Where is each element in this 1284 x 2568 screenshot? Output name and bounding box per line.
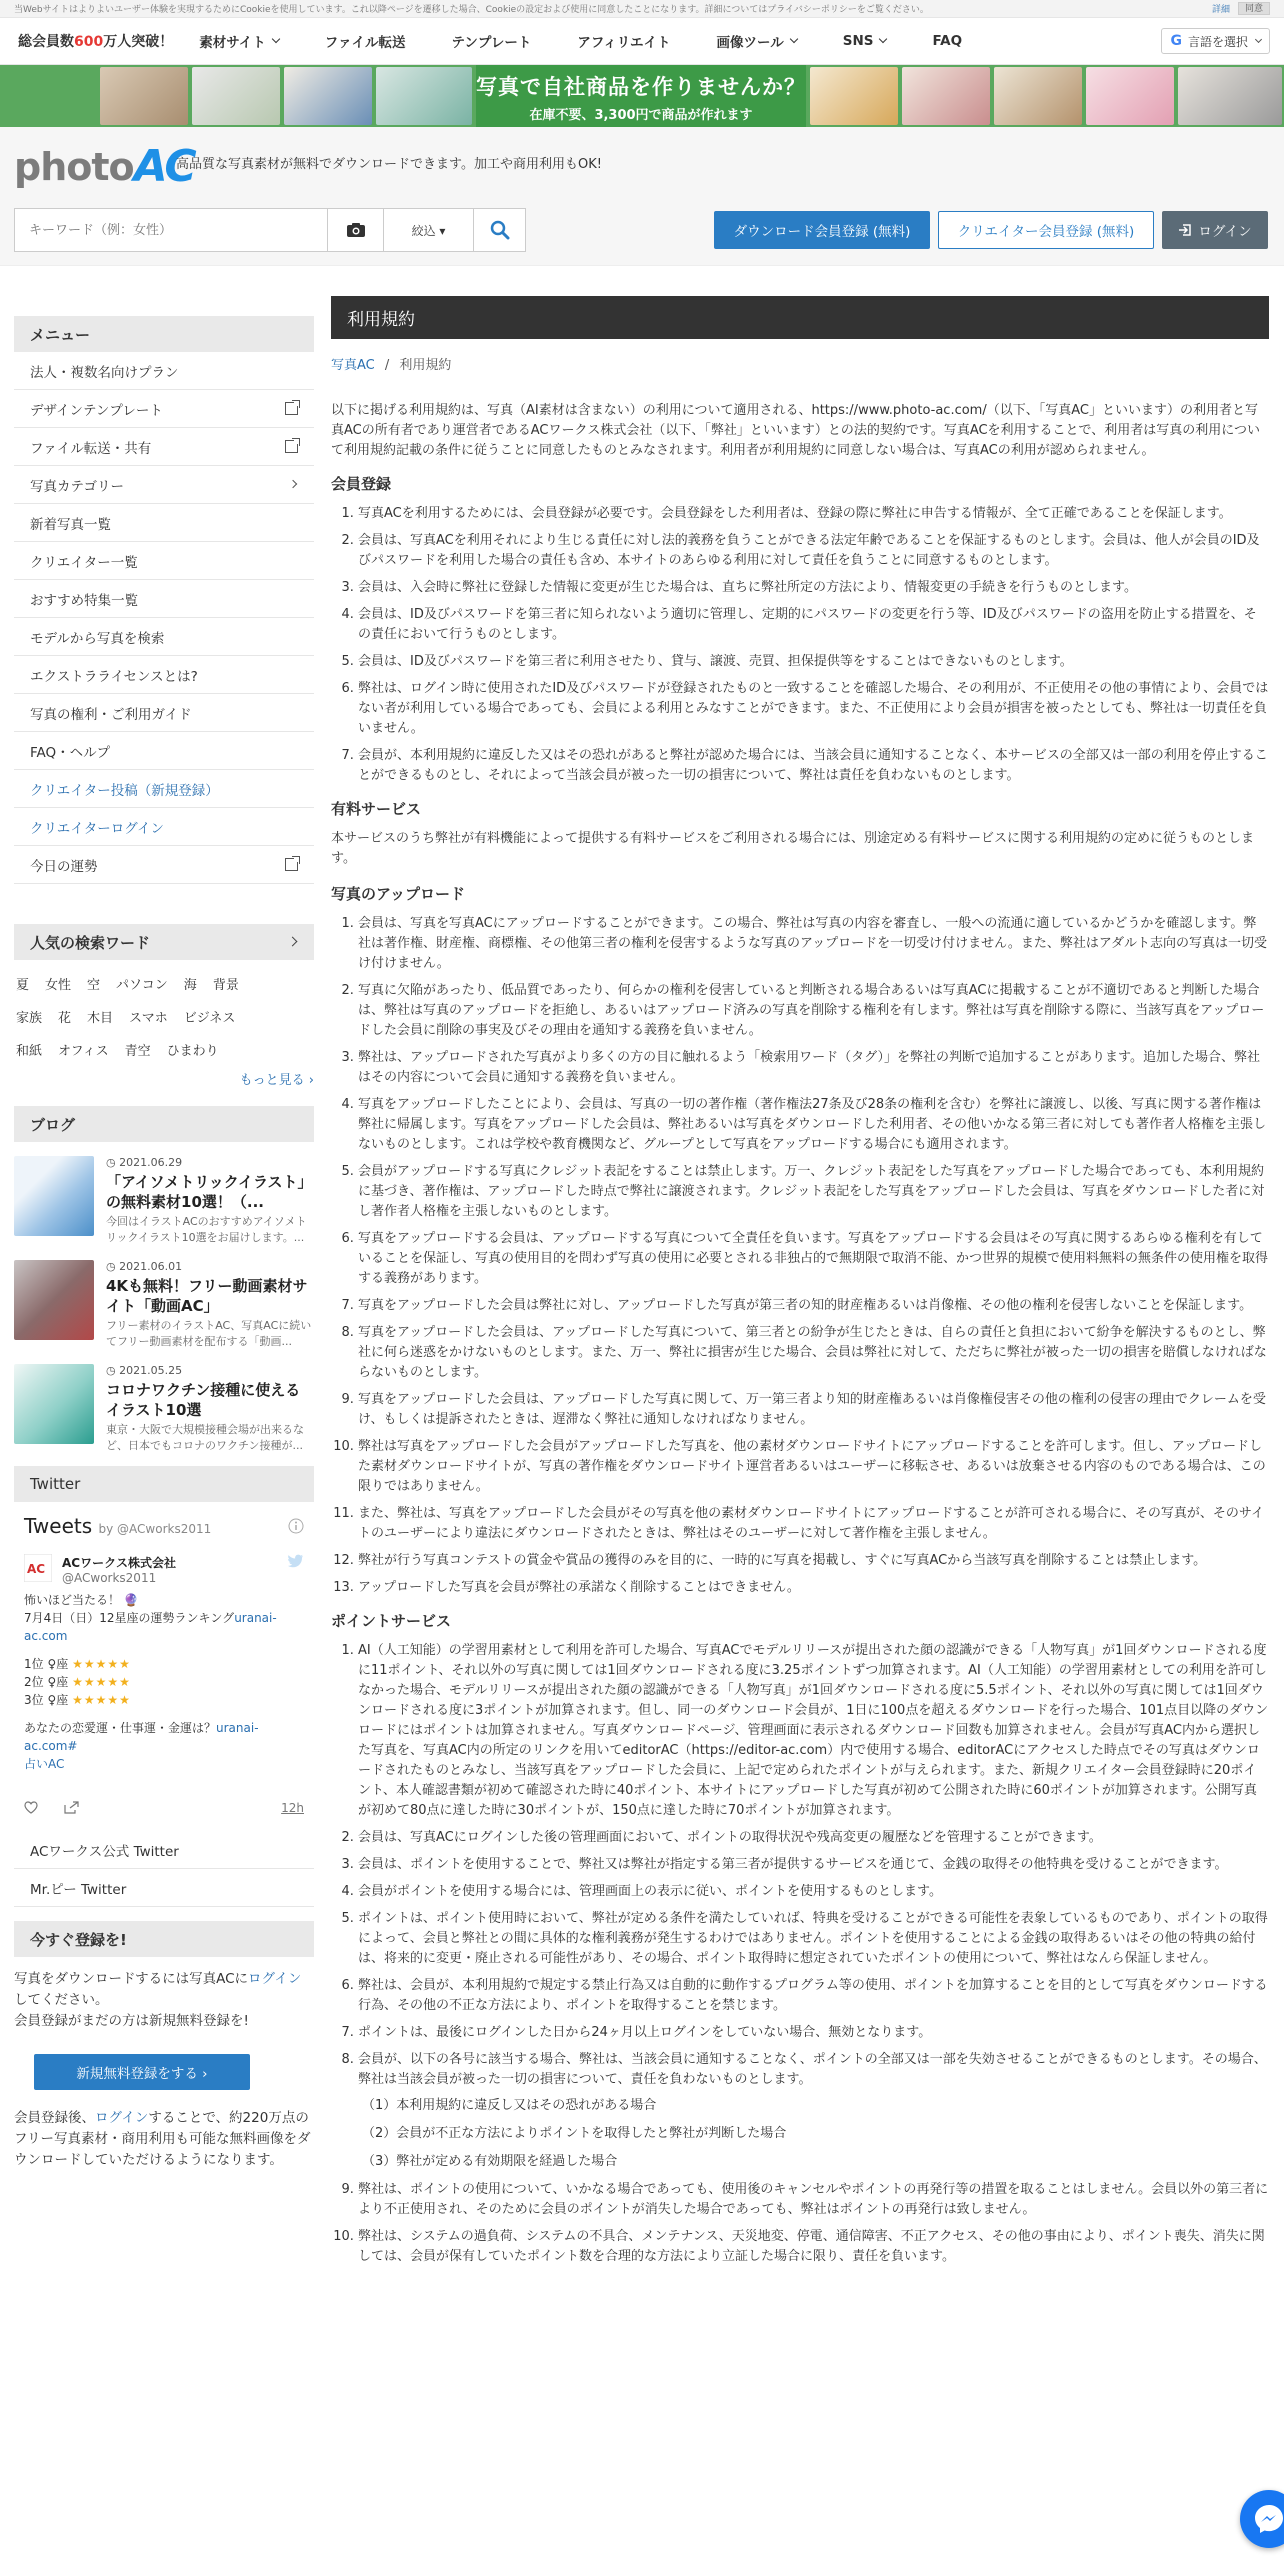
sidebar-menu-item[interactable]: クリエイター一覧 [14,542,314,580]
terms-item: 5. 会員がアップロードする写真にクレジット表記をすることは禁止します。万一、クレジット表記をした写真をアップロードした場合であっても、本利用規約に基づき、著作権は、アップロードした時点で弊社に譲渡されます。クレジット表記をした写真をアップロードした会員は、写真をダウンロードした者に対し著作者人格権を主張しないものとします。 [358,1162,1269,1222]
tweet-body: 怖いほど当たる！ 🔮 7月4日（日）12星座の運勢ランキングuranai-ac.com 1位 ♀座 ★★★★★ 2位 ♀座 ★★★★★ 3位 ♀座 ★★★★★ あなたの恋愛運・仕事運・金運は？uranai-ac.com# 占いAC [24,1593,277,1771]
terms-item: 6. 写真をアップロードする会員は、アップロードする写真について全責任を負います。写真をアップロードする会員はその写真に関するあらゆる権利を有していることを保証し、写真の使用目的を問わず写真の使用に必要とされる非独占的で無期限で取消不能、かつ世界的規模で使用料無料の無条件の使用権を取得する義務があります。 [358,1229,1269,1289]
nav-file-transfer[interactable]: ファイル転送 [324,35,406,51]
terms-list [331,1641,1269,2267]
section-heading: 会員登録 [331,475,392,493]
sidebar-menu-item[interactable]: デザインテンプレート [14,390,314,428]
section-heading: 写真のアップロード [331,885,465,903]
external-link-icon [285,440,298,453]
section-heading: 有料サービス [331,800,422,818]
terms-subitem: （1）本利用規約に違反し又はその恐れがある場合 [362,2098,657,2113]
tweets-title: Tweets by @ACworks2011 [24,1514,212,1538]
tweet-link[interactable]: uranai-ac.com# [24,1721,259,1753]
terms-item: 3. 弊社は、アップロードされた写真がより多くの方の目に触れるよう「検索用ワード（タグ）」を弊社の判断で追加することがあります。追加した場合、弊社はその内容について会員に通知する義務を負いません。 [358,1048,1269,1088]
terms-item: 5. 会員は、ID及びパスワードを第三者に利用させたり、貸与、譲渡、売買、担保提供等をすることはできないものとします。 [358,652,1269,672]
chevron-down-icon [789,35,797,43]
terms-sections [331,473,1269,2267]
sidebar-menu-item[interactable]: 写真の権利・ご利用ガイド [14,694,314,732]
blog-date: ◷ 2021.06.01 [106,1260,183,1273]
blog-thumbnail[interactable] [14,1260,94,1340]
chat-button[interactable] [1240,2490,1284,2548]
search-button[interactable] [474,208,526,252]
nav-template[interactable]: テンプレート [451,35,532,51]
keyword-link[interactable]: 木目 [87,1011,114,1026]
sidebar-menu-item[interactable]: クリエイター投稿（新規登録） [14,770,314,808]
blog-thumbnail[interactable] [14,1364,94,1444]
keyword-link[interactable]: パソコン [116,978,168,993]
tagline: 高品質な写真素材が無料でダウンロードできます。加工や商用利用もOK! [176,157,602,172]
blog-thumbnail[interactable] [14,1156,94,1236]
banner-photo [902,67,990,125]
nav-faq[interactable]: FAQ [932,33,963,49]
chevron-down-icon [1255,35,1262,42]
google-icon: G [1170,33,1182,49]
banner-subtitle: 在庫不要、3,300円で商品が作れます [529,108,753,123]
acworks-twitter-link[interactable]: ACワークス公式 Twitter [14,1831,314,1869]
terms-item: 2. 写真に欠陥があったり、低品質であったり、何らかの権利を侵害していると判断される場合あるいは写真ACに掲載することが不適切であると判断した場合は、弊社は写真のアップロードを拒絶し、あるいはアップロード済みの写真を削除する権利を有します。弊社は写真を削除する際に、当該写真をアップロードした会員に削除の事実及びその理由を通知する義務を負いません。 [358,981,1269,1041]
sidebar [14,316,314,2171]
nav-affiliate[interactable]: アフィリエイト [577,35,671,51]
download-register-button[interactable]: ダウンロード会員登録 (無料) [714,211,930,249]
banner-photo [284,67,372,125]
terms-item: 7. 会員が、本利用規約に違反した又はその恐れがあると弊社が認めた場合には、当該会員に通知することなく、本サービスの全部又は一部の利用を停止することができるものとし、それによって当該会員が被った一切の損害について、弊社は責任を負わないものとします。 [358,746,1269,786]
chevron-down-icon [272,35,280,43]
login-link[interactable]: ログイン [95,2110,149,2126]
terms-list [331,914,1269,1598]
keyword-link[interactable]: 青空 [124,1044,151,1059]
popular-keywords-heading[interactable]: 人気の検索ワード [14,924,314,960]
terms-item: 8. 会員が、以下の各号に該当する場合、弊社は、当該会員に通知することなく、ポイントの全部又は一部を失効させることができるものとします。その場合、弊社は当該会員が被った一切の損害について、責任を負わないものとします。 （1）本利用規約に違反し又はその恐れがある場合 （2）会員が不正な方法によりポイントを取得したと弊社が判断した場合 （3）弊社が定める有効期限を経過した場合 [358,2050,1269,2172]
section-paragraph: 本サービスのうち弊社が有料機能によって提供する有料サービスをご利用される場合には、別途定める有料サービスに関する利用規約の定めに従うものとします。 [331,831,1255,866]
terms-list [331,504,1269,786]
breadcrumb: 写真AC / 利用規約 [331,358,452,373]
keyword-link[interactable]: 夏 [16,978,30,993]
member-count: 総会員数600万人突破！ [18,34,174,50]
terms-item: 8. 写真をアップロードした会員は、アップロードした写真について、第三者との紛争が生じたときは、自らの責任と負担において紛争を解決するものとし、弊社に何ら迷惑をかけないものとします。また、万一、弊社に損害が生じた場合、会員は弊社に対して、ただちに弊社が被った一切の損害を賠償しなければならないものとします。 [358,1323,1269,1383]
cookie-text: 当Webサイトはよりよいユーザー体験を実現するためにCookieを使用しています。これ以降ページを遷移した場合、Cookieの設定および使用に同意したことになります。詳細についてはプライバシーポリシーをご覧ください。 [14,5,929,15]
terms-item: 1. AI（人工知能）の学習用素材として利用を許可した場合、写真ACでモデルリリースが提出された顔の認識ができる「人物写真」が1回ダウンロードされる度に11ポイント、それ以外の写真に関しては1回ダウンロードされる度に3.25ポイントずつ加算されます。AI（人工知能）の学習用素材としての利用を許可しなかった場合、モデルリリースが提出された顔の認識ができる「人物写真」が1回ダウンロードされる度に5.5ポイント、それ以外の写真に関しては1回ダウンロードされる度に3ポイントが加算されます。但し、同一のダウンロード会員が、1日に100点を超えるダウンロードを行った場合、101点目以降のダウンロードにはポイントは加算されません。写真ダウンロードページ、管理画面に表示されるダウンロード回数も加算されません。会員が写真AC内から選択した写真を、写真AC内の所定のリンクを用いてeditorAC（https://editor-ac.com）内で使用する場合、editorACにアクセスした時点でその写真はダウンロードされたものとみなし、当該写真をアップロードした会員に、上記で定められたポイントが与えられます。また、新規クリエイター会員登録時に20ポイント、本人確認書類が初めて確認された時に40ポイント、本サイトにアップロードした写真が初めて公開された時に60ポイントが加算されます。公開写真が初めて80点に達した時に30ポイントが、150点に達した時に70ポイントが加算されます。 [358,1641,1269,1821]
sidebar-menu-item[interactable]: ファイル転送・共有 [14,428,314,466]
banner-photo [1178,67,1282,125]
terms-item: 9. 写真をアップロードした会員は、アップロードした写真に関して、万一第三者より知的財産権あるいは肖像権侵害その他の権利の侵害の理由でクレームを受け、もしくは提訴されたときは、遅滞なく弊社に通知しなければなりません。 [358,1390,1269,1430]
tweet-author[interactable]: AC ACワークス株式会社 @ACworks2011 [24,1554,304,1585]
banner-photo [192,67,280,125]
register-heading: 今すぐ登録を! [14,1921,314,1957]
blog-list [14,1156,314,1454]
terms-item: 1. 会員は、写真を写真ACにアップロードすることができます。この場合、弊社は写真の内容を審査し、一般への流通に適しているかどうかを確認します。弊社は著作権、財産権、商標権、その他第三者の権利を侵害するような写真のアップロードを一切受け付けません。また、弊社はアダルト志向の写真は一切受け付けません。 [358,914,1269,974]
cookie-notice [0,0,1284,18]
keyword-link[interactable]: オフィス [58,1044,109,1059]
banner-photo [100,67,188,125]
main-content [331,296,1269,2274]
tweet-time[interactable]: 12h [281,1801,304,1815]
blog-item[interactable] [14,1364,314,1454]
top-nav [0,18,1284,65]
blog-excerpt: 東京・大阪で大規模接種会場が出来るなど、日本でもコロナのワクチン接種が... [106,1423,304,1452]
creator-register-button[interactable]: クリエイター会員登録 (無料) [938,211,1154,249]
terms-item: 6. 弊社は、ログイン時に使用されたID及びパスワードが登録されたものと一致することを確認した場合、その利用が、不正使用その他の事情により、会員ではない者が利用している場合であっても、会員による利用とみなすことができます。また、不正使用により会員が損害を被ったとしても、弊社は一切責任を負いません。 [358,679,1269,739]
sidebar-menu-item[interactable]: 今日の運勢 [14,846,314,884]
sidebar-menu-item[interactable]: エクストラライセンスとは? [14,656,314,694]
nav-sns[interactable]: SNS [843,33,887,49]
register-box: 今すぐ登録を! 写真をダウンロードするには写真ACにログインしてください。 会員登録がまだの方は新規無料登録を! 新規無料登録をする › 会員登録後、ログインすることで、約220万点のフリー写真素材・商用利用も可能な無料画像をダウンロードしていただけるようになります。 [14,1921,314,2171]
terms-subitem: （3）弊社が定める有効期限を経過した場合 [362,2154,618,2169]
blog-date: ◷ 2021.06.29 [106,1156,183,1169]
menu-heading: メニュー [14,316,314,352]
banner-photo [994,67,1082,125]
search-icon [490,220,510,240]
terms-item: 4. 会員がポイントを使用する場合には、管理画面上の表示に従い、ポイントを使用するものとします。 [358,1882,1269,1902]
share-icon[interactable] [64,1801,80,1814]
keyword-link[interactable]: 海 [183,978,197,993]
promo-banner[interactable] [0,65,1284,127]
sidebar-menu-item[interactable]: 法人・複数名向けプラン [14,352,314,390]
keyword-link[interactable]: ビジネス [183,1011,236,1026]
section-heading: ポイントサービス [331,1612,452,1630]
language-select[interactable]: G 言語を選択 [1161,28,1270,54]
heart-icon[interactable] [24,1801,38,1814]
terms-item: 4. 写真をアップロードしたことにより、会員は、写真の一切の著作権（著作権法27条及び28条の権利を含む）を弊社に譲渡し、以後、写真に関する著作権は弊社に帰属します。写真をアップロードした会員は、弊社あるいは写真をダウンロードした利用者、その他いかなる第三者に対しても著作者人格権を主張しないものとします。これは学校や教育機関など、グループとして写真をアップロードする場合にも適用されます。 [358,1095,1269,1155]
chevron-down-icon [879,35,887,43]
keyword-link[interactable]: 背景 [212,978,239,993]
intro-text: 以下に掲げる利用規約は、写真（AI素材は含まない）の利用について適用される、https://www.photo-ac.com/（以下、「写真AC」といいます）の利用者と写真ACの所有者であり運営者であるACワークス株式会社（以下、「弊社」といいます）との法的契約です。写真ACを利用することで、利用者は写真の利用について利用規約記載の条件に従うことに同意したものとみなされます。利用者が利用規約に同意しない場合は、写真ACの利用が認められません。 [331,403,1261,458]
banner-photo [810,67,898,125]
blog-item[interactable] [14,1156,314,1246]
keyword-link[interactable]: 女性 [45,978,72,993]
blog-excerpt: フリー素材のイラストAC、写真ACに続いてフリー動画素材を配布する「動画... [106,1319,312,1348]
keyword-link[interactable]: 空 [87,978,101,993]
messenger-icon [1252,2502,1284,2536]
terms-item: 3. 会員は、ポイントを使用することで、弊社又は弊社が指定する第三者が提供するサービスを通じて、金銭の取得その他特典を受けることができます。 [358,1855,1269,1875]
search-input[interactable] [14,208,328,252]
terms-item: 13. アップロードした写真を会員が弊社の承諾なく削除することはできません。 [358,1578,1269,1598]
external-link-icon [285,858,298,871]
blog-date: ◷ 2021.05.25 [106,1364,183,1377]
nav-materials[interactable]: 素材サイト [199,31,279,51]
blog-heading: ブログ [14,1106,314,1142]
tweet-actions [24,1801,304,1817]
camera-icon [346,222,366,238]
login-button[interactable]: ログイン [1162,211,1268,249]
mrp-twitter-link[interactable]: Mr.ピー Twitter [14,1869,314,1907]
nav-image-tools[interactable]: 画像ツール [716,31,796,51]
sidebar-menu-item[interactable]: モデルから写真を検索 [14,618,314,656]
terms-item: 9. 弊社は、ポイントの使用について、いかなる場合であっても、使用後のキャンセルやポイントの再発行等の措置を取ることはしません。会員以外の第三者により不正使用され、そのために会員のポイントが消失した場合であっても、弊社はポイントの再発行は致しません。 [358,2180,1269,2220]
login-link[interactable]: ログイン [248,1971,302,1987]
terms-item: 3. 会員は、入会時に弊社に登録した情報に変更が生じた場合は、直ちに弊社所定の方法により、情報変更の手続きを行うものとします。 [358,578,1269,598]
terms-item: 1. 写真ACを利用するためには、会員登録が必要です。会員登録をした利用者は、登録の際に弊社に申告する情報が、全て正確であることを保証します。 [358,504,1269,524]
sidebar-menu-item[interactable]: クリエイターログイン [14,808,314,846]
blog-item[interactable] [14,1260,314,1350]
terms-item: 10. 弊社は写真をアップロードした会員がアップロードした写真を、他の素材ダウンロードサイトにアップロードすることを許可します。但し、アップロードした素材ダウンロードサイトが、写真の著作権をダウンロードサイト運営者あるいはユーザーに移転させ、あるいは放棄させる内容のものである場合は、この限りではありません。 [358,1437,1269,1497]
breadcrumb-home[interactable]: 写真AC [331,358,375,373]
terms-subitem: （2）会員が不正な方法によりポイントを取得したと弊社が判断した場合 [362,2126,787,2141]
terms-item: 7. 写真をアップロードした会員は弊社に対し、アップロードした写真が第三者の知的財産権あるいは肖像権、その他の権利を侵害しないことを保証します。 [358,1296,1269,1316]
banner-text [476,65,806,127]
keyword-link[interactable]: ひまわり [166,1044,219,1059]
terms-item: 10. 弊社は、システムの過負荷、システムの不具合、メンテナンス、天災地変、停電、通信障害、不正アクセス、その他の事由により、ポイント喪失、消失に関しては、会員が保有していたポイント数を合理的な方法により立証した場合に限り、責任を負います。 [358,2227,1269,2267]
camera-search-button[interactable] [328,208,384,252]
keyword-link[interactable]: 和紙 [16,1044,43,1059]
cookie-agree-button[interactable]: 同意 [1238,2,1270,15]
terms-item: 5. ポイントは、ポイント使用時において、弊社が定める条件を満たしていれば、特典を受けることができる可能性を表象しているものであり、ポイントの取得によって、会員と弊社との間に具体的な権利義務が発生するわけではありません。ポイントを使用することによる金銭の取得あるいはその他の特典の給付は、将来的に変更・廃止される可能性があり、その場合、ポイント取得時に想定されていたポイントの使用について、弊社はなんら保証しません。 [358,1909,1269,1969]
keyword-link[interactable]: スマホ [129,1011,168,1026]
blog-title[interactable]: 「アイソメトリックイラスト」の無料素材10選！（... [106,1173,306,1211]
banner-title: 写真で自社商品を作りませんか？ [476,75,806,99]
narrow-dropdown[interactable]: 絞込 ▾ [384,208,474,252]
cookie-detail-link[interactable]: 詳細 [1211,5,1230,15]
blog-title[interactable]: 4Kも無料！フリー動画素材サイト「動画AC」 [106,1277,308,1315]
sidebar-menu-item[interactable]: 写真カテゴリー [14,466,314,504]
sidebar-menu-item[interactable]: おすすめ特集一覧 [14,580,314,618]
info-icon[interactable] [288,1518,304,1534]
page-title: 利用規約 [331,296,1269,339]
banner-photo [1086,67,1174,125]
blog-title[interactable]: コロナワクチン接種に使えるイラスト10選 [106,1381,301,1419]
terms-item: 6. 弊社は、会員が、本利用規約で規定する禁止行為又は自動的に動作するプログラム等の使用、ポイントを加算することを目的として写真をダウンロードする行為、その他の不正な方法により、ポイントを取得することを禁じます。 [358,1976,1269,2016]
svg-text:AC: AC [27,1562,46,1576]
terms-item: 7. ポイントは、最後にログインした日から24ヶ月以上ログインをしていない場合、無効となります。 [358,2023,1269,2043]
tweet-link[interactable]: uranai-ac.com [24,1611,277,1643]
terms-item: 2. 会員は、写真ACを利用それにより生じる責任に対し法的義務を負うことができる法定年齢であることを保証するものとします。会員は、他人が会員のID及びパスワードを利用した場合の責任も含め、本サイトのあらゆる利用に対して責任を負うことに同意するものとします。 [358,531,1269,571]
tweet-link[interactable]: 占いAC [24,1757,65,1771]
free-register-button[interactable]: 新規無料登録をする › [34,2054,250,2090]
sidebar-menu-item[interactable]: 新着写真一覧 [14,504,314,542]
sidebar-menu [14,352,314,884]
banner-photo [376,67,472,125]
popular-keywords [14,960,314,1073]
login-icon [1178,223,1192,237]
acworks-avatar [24,1554,52,1582]
more-keywords-link[interactable]: もっと見る › [239,1073,314,1088]
keyword-link[interactable]: 花 [58,1011,72,1026]
blog-excerpt: 今回はイラストACのおすすめアイソメトリックイラスト10選をお届けします。... [106,1215,307,1244]
twitter-heading: Twitter [14,1466,314,1502]
chevron-right-icon [288,937,298,947]
twitter-timeline [14,1502,314,1817]
keyword-link[interactable]: 家族 [16,1011,43,1026]
sidebar-menu-item[interactable]: FAQ・ヘルプ [14,732,314,770]
external-link-icon [285,402,298,415]
terms-item: 2. 会員は、写真ACにログインした後の管理画面において、ポイントの取得状況や残高変更の履歴などを管理することができます。 [358,1828,1269,1848]
photoac-logo[interactable]: photo AC [14,141,195,192]
chevron-right-icon [289,480,297,488]
search-bar [14,208,526,252]
terms-item: 12. 弊社が行う写真コンテストの賞金や賞品の獲得のみを目的に、一時的に写真を掲載し、すぐに写真ACから当該写真を削除することは禁止します。 [358,1551,1269,1571]
terms-item: 11. また、弊社は、写真をアップロードした会員がその写真を他の素材ダウンロードサイトにアップロードすることが許可される場合に、その写真が、そのサイトのユーザーにより違法にダウンロードされたときは、弊社はそのユーザーに対して著作権を主張しません。 [358,1504,1269,1544]
terms-item: 4. 会員は、ID及びパスワードを第三者に知られないよう適切に管理し、定期的にパスワードの変更を行う等、ID及びパスワードの盗用を防止する措置を、その責任において行うものとします。 [358,605,1269,645]
twitter-bird-icon [288,1554,304,1568]
breadcrumb-current: 利用規約 [399,358,452,373]
